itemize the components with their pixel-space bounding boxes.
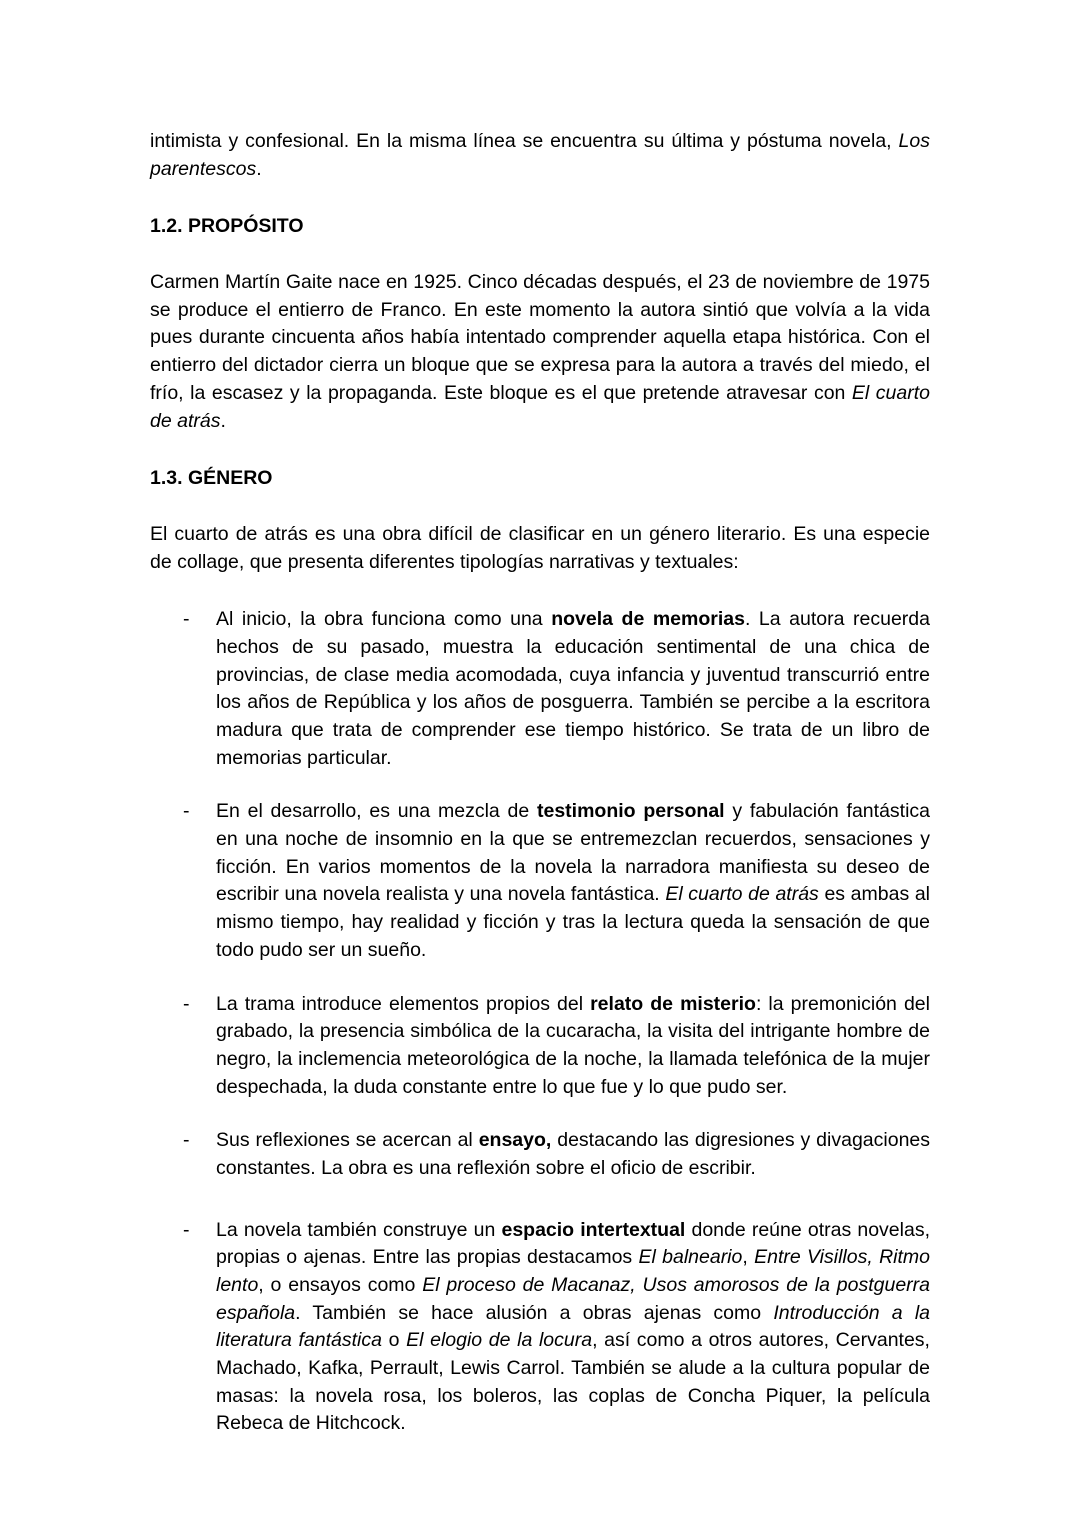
proposito-paragraph: [150, 269, 930, 435]
emphasis-italic: Introducción a la literatura fantástica: [216, 1301, 930, 1352]
text-run: ,: [742, 1246, 755, 1269]
emphasis-italic: El proceso de Macanaz, Usos amorosos de la postguerra española: [216, 1274, 931, 1324]
emphasis-italic: El balneario: [638, 1246, 743, 1269]
emphasis-bold: ensayo,: [478, 1129, 552, 1152]
bullet-marker: -: [183, 1218, 190, 1241]
spacer: [150, 435, 930, 465]
text-run: es ambas al mismo tiempo, hay realidad y ficción y tras la lectura queda la sensación de que todo pudo ser un sueño.: [216, 883, 930, 961]
text-run: La trama introduce elementos propios del: [216, 992, 591, 1015]
emphasis-italic: El cuarto de atrás: [665, 883, 819, 906]
bullet-marker: -: [183, 608, 190, 631]
text-run: En el desarrollo, es una mezcla de: [216, 800, 537, 823]
text-run: Al inicio, la obra funciona como una: [216, 608, 552, 631]
proposito-paragraph-suffix: .: [220, 409, 226, 432]
bullet-marker: -: [183, 1129, 190, 1152]
spacer: [150, 493, 930, 521]
list-item-text: [216, 608, 930, 768]
text-run: : la premonición del grabado, la presencia simbólica de la cucaracha, la visita del intrigante hombre de negro, la inclemencia meteorológica de la noche, la llamada telefónica de la mujer despechada, la duda constante entre lo que fue y lo que pudo ser.: [216, 992, 930, 1098]
text-run: . La autora recuerda hechos de su pasado, muestra la educación sentimental de una chica de provincias, de clase media acomodada, cuya infancia y juventud transcurrió entre los años de República y los años de posguerra. También se percibe a la escritora madura que trata de comprender ese tiempo histórico. Se trata de un libro de memorias particular.: [216, 608, 930, 769]
proposito-paragraph-title: El cuarto de atrás: [150, 381, 930, 432]
bullet-marker: -: [183, 992, 190, 1015]
list-item: [150, 1127, 930, 1182]
list-item: [150, 798, 930, 964]
text-run: donde reúne otras novelas, propias o ajenas. Entre las propias destacamos: [216, 1218, 930, 1269]
list-item-text: [216, 800, 930, 960]
emphasis-italic: El elogio de la locura: [406, 1329, 593, 1352]
intro-paragraph-suffix: .: [256, 157, 262, 180]
text-run: . También se hace alusión a obras ajenas como: [295, 1301, 774, 1324]
list-item-text: [216, 1129, 930, 1179]
list-item: [150, 1217, 930, 1439]
intro-paragraph-title: Los parentescos: [150, 130, 930, 180]
spacer: [150, 576, 930, 606]
section-heading-genero: 1.3. GÉNERO: [150, 467, 273, 490]
spacer: [150, 241, 930, 269]
text-run: , así como a otros autores, Cervantes, Machado, Kafka, Perrault, Lewis Carrol. También se alude a la cultura popular de masas: la novela rosa, los boleros, las coplas de Concha Piquer, la película Rebeca de Hitchcock.: [216, 1329, 930, 1435]
emphasis-italic: Entre Visillos, Ritmo lento: [216, 1246, 931, 1296]
bullet-marker: -: [183, 800, 190, 823]
genre-bullet-list: [150, 606, 930, 1438]
list-item: [150, 991, 930, 1102]
text-run: o: [381, 1329, 407, 1352]
proposito-paragraph-prefix: Carmen Martín Gaite nace en 1925. Cinco décadas después, el 23 de noviembre de 1975 se produce el entierro de Franco. En este momento la autora sintió que volvía a la vida pues durante cincuenta años había intentado comprender aquella etapa histórica. Con el entierro del dictador cierra un bloque que se expresa para la autora a través del miedo, el frío, la escasez y la propaganda. Este bloque es el que pretende atravesar con: [150, 271, 930, 404]
list-item-text: [216, 1219, 930, 1435]
emphasis-bold: novela de memorias: [551, 608, 745, 631]
intro-paragraph-prefix: intimista y confesional. En la misma línea se encuentra su última y póstuma novela,: [150, 130, 899, 152]
list-item: [150, 606, 930, 772]
text-run: y fabulación fantástica en una noche de insomnio en la que se entremezclan recuerdos, sensaciones y ficción. En varios momentos de la novela la narradora manifiesta su deseo de escribir una novela realista y una novela fantástica.: [216, 800, 931, 906]
document-body: [150, 128, 930, 1438]
intro-paragraph: [150, 128, 930, 183]
text-run: , o ensayos como: [258, 1274, 423, 1296]
list-item-text: [216, 993, 930, 1098]
text-run: destacando las digresiones y divagaciones constantes. La obra es una reflexión sobre el oficio de escribir.: [216, 1129, 931, 1179]
emphasis-bold: espacio intertextual: [501, 1218, 686, 1241]
section-heading-proposito: 1.2. PROPÓSITO: [150, 215, 304, 238]
text-run: Sus reflexiones se acercan al: [216, 1129, 479, 1152]
spacer: [150, 183, 930, 213]
emphasis-bold: relato de misterio: [590, 992, 756, 1015]
genero-paragraph: El cuarto de atrás es una obra difícil de clasificar en un género literario. Es una especie de collage, que presenta diferentes tipologías narrativas y textuales:: [150, 522, 930, 573]
text-run: La novela también construye un: [216, 1218, 502, 1241]
emphasis-bold: testimonio personal: [536, 800, 725, 823]
